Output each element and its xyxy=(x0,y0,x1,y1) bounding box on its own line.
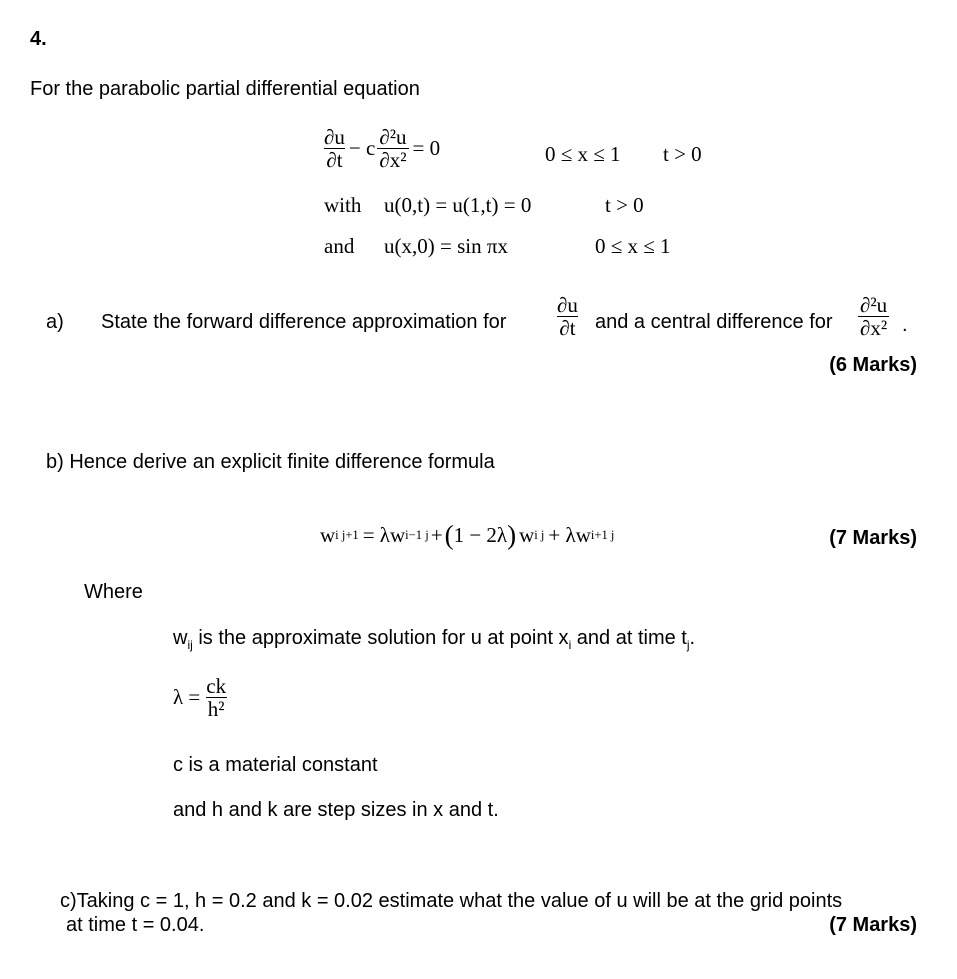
part-a-period: . xyxy=(902,314,908,336)
d2u-dx2-fraction: $\frac{\text{∂²u}}{\text{∂x²}}$ xyxy=(379,125,407,173)
boundary-t: t > 0 xyxy=(605,193,644,217)
part-a-text1: State the forward difference approximation for xyxy=(101,311,507,333)
du-dt-fraction: $\frac{\partial u}{\partial t}$ xyxy=(324,125,345,173)
t-condition: t > 0 xyxy=(663,142,702,166)
x-range: 0 ≤ x ≤ 1 xyxy=(545,142,621,166)
part-c-line1: c)Taking c = 1, h = 0.2 and k = 0.02 estimate what the value of u will be at the grid points xyxy=(60,890,843,912)
equals-zero: = 0 xyxy=(412,136,441,161)
w-definition: $w_{ij}$ is the approximate solution for u at point $x_i$ and at time $t_j$. xyxy=(173,627,696,652)
part-c-line2: at time t = 0.04. xyxy=(66,914,205,936)
part-b-text: b) Hence derive an explicit finite difference formula xyxy=(46,451,495,473)
minus-c: − c xyxy=(348,136,376,161)
part-a-marks: (6 Marks) xyxy=(829,354,917,376)
part-b-marks: (7 Marks) xyxy=(829,527,917,549)
initial-x: 0 ≤ x ≤ 1 xyxy=(595,234,671,258)
part-a-d2u-dx2: $\frac{\text{∂²u}}{\text{∂x²}}$ xyxy=(860,293,888,341)
pde-equation xyxy=(322,126,440,171)
explicit-formula: w i j+1 = λw i−1 j + ( 1 − 2λ ) w i j + λw i+1 j xyxy=(320,520,615,550)
hk-definition: and h and k are step sizes in x and t. xyxy=(173,799,499,821)
lambda-definition: λ = $\frac{ck}{\text{h²}}$ xyxy=(173,674,227,722)
part-a-du-dt: $\frac{\partial u}{\partial t}$ xyxy=(557,293,578,341)
c-definition: c is a material constant xyxy=(173,754,378,776)
initial-condition: u(x,0) = sin πx xyxy=(384,234,508,258)
boundary-condition: u(0,t) = u(1,t) = 0 xyxy=(384,193,532,217)
part-a-label: a) xyxy=(46,311,64,333)
where-label: Where xyxy=(84,581,143,603)
part-c-marks: (7 Marks) xyxy=(829,914,917,936)
question-intro: For the parabolic partial differential equation xyxy=(30,78,420,100)
question-number: 4. xyxy=(30,28,47,50)
part-a-text2: and a central difference for xyxy=(595,311,833,333)
with-label: with xyxy=(324,193,362,217)
and-label: and xyxy=(324,234,355,258)
